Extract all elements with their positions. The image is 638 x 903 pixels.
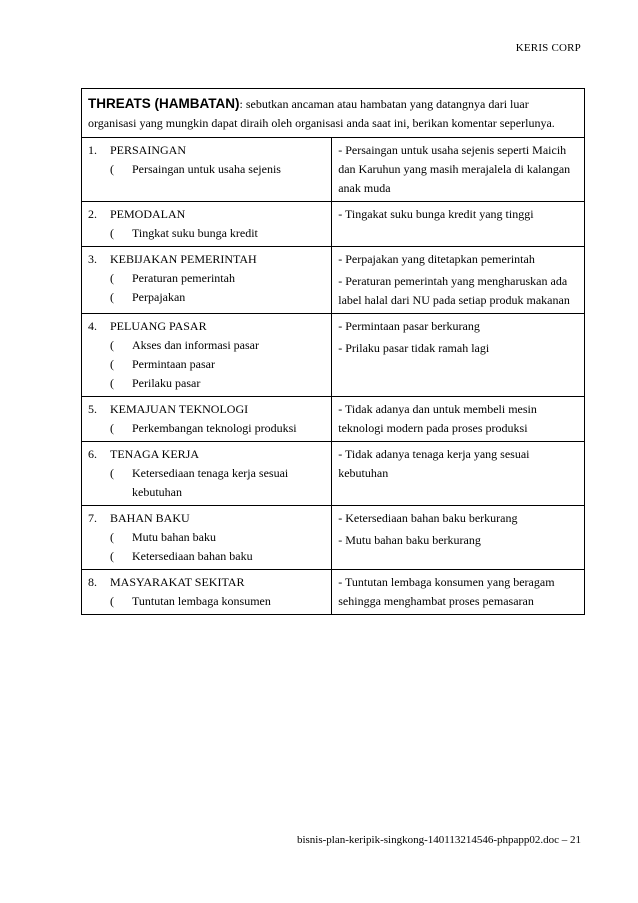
comment-text: - Ketersediaan bahan baku berkurang <box>338 511 518 525</box>
sub-factor-bullet: ( <box>110 338 114 352</box>
sub-factor <box>88 592 325 611</box>
intro-row <box>82 89 585 138</box>
comment-cell <box>332 202 585 247</box>
comment-cell <box>332 506 585 570</box>
sub-factor <box>88 224 325 243</box>
comment-text: - Peraturan pemerintah yang mengharuskan ada label halal dari NU pada setiap produk makanan <box>338 274 570 307</box>
table-row <box>82 397 585 442</box>
sub-factor <box>88 288 325 307</box>
factor-cell <box>82 506 332 570</box>
comment-text: - Tidak adanya tenaga kerja yang sesuai kebutuhan <box>338 447 530 480</box>
sub-factor-text: Ketersediaan tenaga kerja sesuai kebutuhan <box>132 466 289 499</box>
sub-factor-bullet: ( <box>110 376 114 390</box>
comment-cell <box>332 138 585 202</box>
sub-factor-text: Perilaku pasar <box>132 376 201 390</box>
threats-table <box>81 88 585 615</box>
factor-title: KEBIJAKAN PEMERINTAH <box>110 252 257 266</box>
sub-factor-bullet: ( <box>110 549 114 563</box>
factor-cell <box>82 314 332 397</box>
comment-text: - Perpajakan yang ditetapkan pemerintah <box>338 252 535 266</box>
sub-factor-bullet: ( <box>110 290 114 304</box>
factor-heading <box>88 205 325 224</box>
table-row <box>82 506 585 570</box>
comment-text: - Tuntutan lembaga konsumen yang beragam sehingga menghambat proses pemasaran <box>338 575 555 608</box>
factor-cell <box>82 138 332 202</box>
factor-heading <box>88 509 325 528</box>
factor-cell <box>82 570 332 615</box>
factor-number: 3. <box>88 252 97 266</box>
factor-title: KEMAJUAN TEKNOLOGI <box>110 402 249 416</box>
sub-factor <box>88 336 325 355</box>
comment-text: - Tingakat suku bunga kredit yang tinggi <box>338 207 534 221</box>
sub-factor-bullet: ( <box>110 162 114 176</box>
table-row <box>82 570 585 615</box>
table-row <box>82 442 585 506</box>
sub-factor-text: Persaingan untuk usaha sejenis <box>132 162 281 176</box>
comment-cell <box>332 570 585 615</box>
factor-cell <box>82 247 332 314</box>
sub-factor-text: Ketersediaan bahan baku <box>132 549 253 563</box>
factor-heading <box>88 400 325 419</box>
section-description: : sebutkan ancaman atau hambatan yang datangnya dari luar organisasi yang mungkin dapat diraih oleh organisasi anda saat ini, berikan komentar seperlunya. <box>88 97 555 130</box>
factor-cell <box>82 442 332 506</box>
factor-number: 5. <box>88 402 97 416</box>
sub-factor-text: Permintaan pasar <box>132 357 215 371</box>
intro-cell <box>82 89 585 138</box>
factor-number: 6. <box>88 447 97 461</box>
comment-cell <box>332 247 585 314</box>
sub-factor-text: Perkembangan teknologi produksi <box>132 421 297 435</box>
factor-title: PEMODALAN <box>110 207 186 221</box>
section-title: THREATS (HAMBATAN) <box>88 96 240 111</box>
sub-factor-bullet: ( <box>110 271 114 285</box>
comment-text: - Mutu bahan baku berkurang <box>338 533 481 547</box>
comment-text: - Tidak adanya dan untuk membeli mesin teknologi modern pada proses produksi <box>338 402 537 435</box>
sub-factor-text: Perpajakan <box>132 290 186 304</box>
factor-heading <box>88 250 325 269</box>
factor-title: BAHAN BAKU <box>110 511 190 525</box>
sub-factor-bullet: ( <box>110 530 114 544</box>
sub-factor <box>88 355 325 374</box>
factor-number: 2. <box>88 207 97 221</box>
page-footer: bisnis-plan-keripik-singkong-140113214546-phpapp02.doc – 21 <box>296 834 581 846</box>
sub-factor-text: Akses dan informasi pasar <box>132 338 259 352</box>
sub-factor-bullet: ( <box>110 421 114 435</box>
sub-factor <box>88 160 325 179</box>
sub-factor-bullet: ( <box>110 357 114 371</box>
sub-factor-bullet: ( <box>110 594 114 608</box>
factor-title: PERSAINGAN <box>110 143 187 157</box>
table-row <box>82 138 585 202</box>
comment-text: - Prilaku pasar tidak ramah lagi <box>338 341 490 355</box>
factor-number: 1. <box>88 143 97 157</box>
sub-factor-bullet: ( <box>110 466 114 480</box>
factor-title: MASYARAKAT SEKITAR <box>110 575 245 589</box>
sub-factor <box>88 419 325 438</box>
factor-cell <box>82 397 332 442</box>
comment-cell <box>332 397 585 442</box>
sub-factor <box>88 528 325 547</box>
table-row <box>82 202 585 247</box>
comment-cell <box>332 314 585 397</box>
factor-heading <box>88 573 325 592</box>
comment-text: - Permintaan pasar berkurang <box>338 319 480 333</box>
sub-factor-text: Tingkat suku bunga kredit <box>132 226 258 240</box>
comment-cell <box>332 442 585 506</box>
sub-factor-text: Tuntutan lembaga konsumen <box>132 594 271 608</box>
factor-title: PELUANG PASAR <box>110 319 207 333</box>
factor-heading <box>88 317 325 336</box>
sub-factor <box>88 374 325 393</box>
sub-factor-bullet: ( <box>110 226 114 240</box>
factor-heading <box>88 141 325 160</box>
factor-title: TENAGA KERJA <box>110 447 199 461</box>
sub-factor-text: Peraturan pemerintah <box>132 271 235 285</box>
factor-number: 7. <box>88 511 97 525</box>
comment-text: - Persaingan untuk usaha sejenis seperti Maicih dan Karuhun yang masih merajalela di kalangan anak muda <box>338 143 571 195</box>
factor-number: 4. <box>88 319 97 333</box>
page-header-company: KERIS CORP <box>515 42 581 54</box>
factor-heading <box>88 445 325 464</box>
factor-cell <box>82 202 332 247</box>
table-row <box>82 314 585 397</box>
table-row <box>82 247 585 314</box>
sub-factor-text: Mutu bahan baku <box>132 530 216 544</box>
sub-factor <box>88 464 325 502</box>
factor-number: 8. <box>88 575 97 589</box>
sub-factor <box>88 547 325 566</box>
sub-factor <box>88 269 325 288</box>
